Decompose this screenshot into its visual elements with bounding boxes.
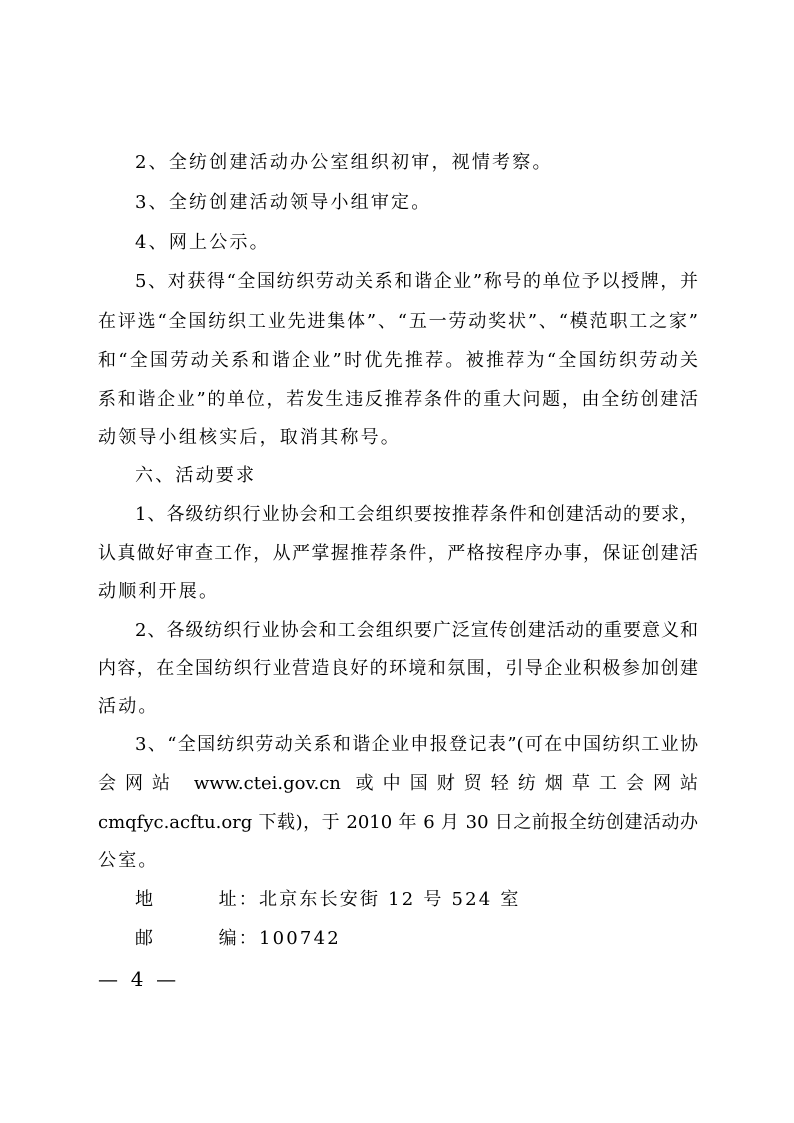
section-heading: 六、活动要求	[135, 465, 257, 486]
paragraph-line: 在评选“全国纺织工业先进集体”、“五一劳动奖状”、“模范职工之家”	[98, 311, 698, 332]
paragraph-line: 会网站 www.ctei.gov.cn 或中国财贸轻纺烟草工会网站	[98, 773, 698, 794]
paragraph-line: 内容，在全国纺织行业营造良好的环境和氛围，引导企业积极参加创建	[98, 658, 698, 679]
postcode-line: 邮 编：100742	[135, 928, 341, 949]
paragraph-line: 2、全纺创建活动办公室组织初审，视情考察。	[135, 152, 553, 173]
paragraph-line: 1、各级纺织行业协会和工会组织要按推荐条件和创建活动的要求，	[135, 504, 698, 525]
paragraph-line: 4、网上公示。	[135, 232, 270, 253]
paragraph-line: 系和谐企业”的单位，若发生违反推荐条件的重大问题，由全纺创建活	[98, 389, 698, 410]
paragraph-line: 和“全国劳动关系和谐企业”时优先推荐。被推荐为“全国纺织劳动关	[98, 350, 698, 371]
paragraph-line: cmqfyc.acftu.org 下载)，于 2010 年 6 月 30 日之前报全纺创建活动办	[98, 812, 698, 833]
page-number: — 4 —	[98, 967, 177, 991]
paragraph-line: 公室。	[98, 850, 159, 871]
paragraph-line: 3、全纺创建活动领导小组审定。	[135, 192, 432, 213]
address-line: 地 址：北京东长安街 12 号 524 室	[135, 889, 521, 910]
paragraph-line: 3、“全国纺织劳动关系和谐企业申报登记表”(可在中国纺织工业协	[135, 734, 698, 755]
paragraph-line: 动领导小组核实后，取消其称号。	[98, 427, 401, 448]
paragraph-line: 认真做好审查工作，从严掌握推荐条件，严格按程序办事，保证创建活	[98, 543, 698, 564]
paragraph-line: 活动。	[98, 696, 159, 717]
paragraph-line: 5、对获得“全国纺织劳动关系和谐企业”称号的单位予以授牌，并	[135, 271, 698, 292]
paragraph-line: 动顺利开展。	[98, 581, 220, 602]
paragraph-line: 2、各级纺织行业协会和工会组织要广泛宣传创建活动的重要意义和	[135, 620, 698, 641]
